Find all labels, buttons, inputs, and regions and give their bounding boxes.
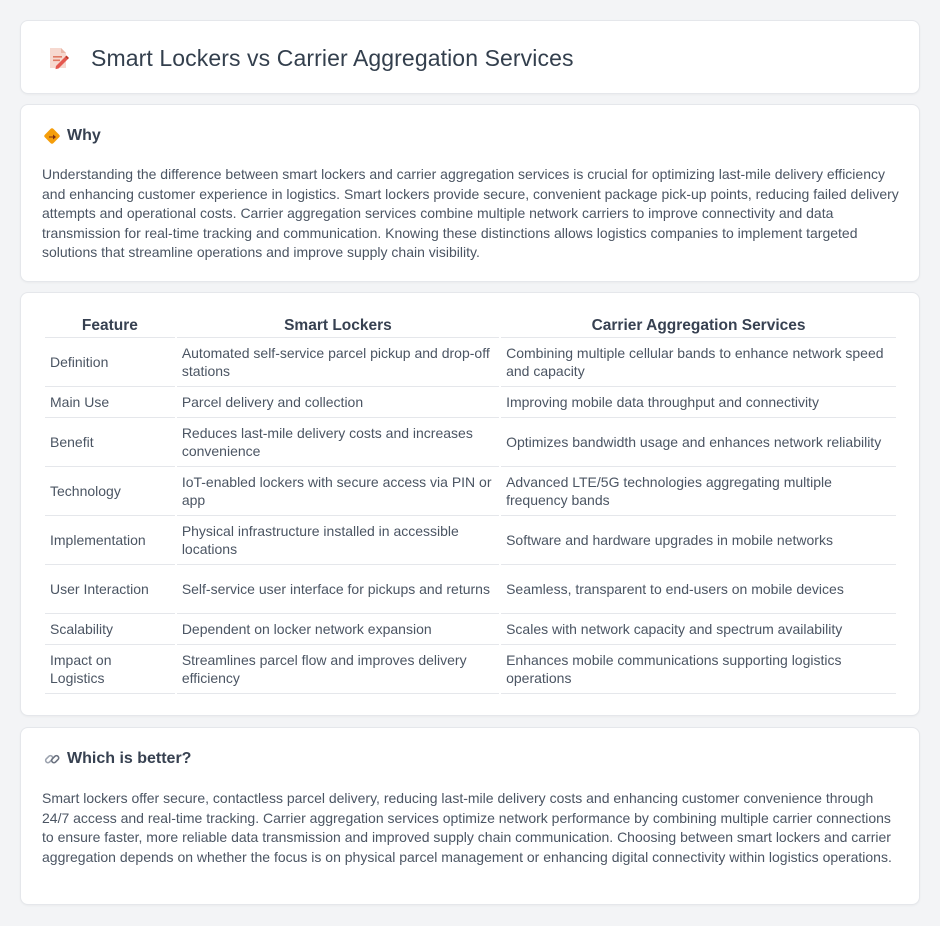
smart-lockers-cell: Self-service user interface for pickups and returns	[177, 565, 499, 614]
why-card	[20, 104, 920, 282]
carrier-aggregation-cell: Enhances mobile communications supporting logistics operations	[501, 645, 896, 694]
better-heading-row	[43, 750, 191, 768]
feature-cell: Technology	[45, 467, 175, 516]
why-text: Understanding the difference between smart lockers and carrier aggregation services is crucial for optimizing last-mile delivery efficiency and enhancing customer experience in logistics. Smart lockers provide secure, convenient package pick-up points, reducing failed delivery attempts and operational costs. Carrier aggregation services combine multiple network carriers to improve connectivity and data transmission for real-time tracking and communication. Knowing these distinctions allows logistics companies to implement targeted solutions that streamline operations and improve supply chain visibility.	[42, 166, 899, 260]
header	[45, 41, 574, 75]
smart-lockers-cell: Automated self-service parcel pickup and drop-off stations	[177, 338, 499, 387]
feature-cell: Impact on Logistics	[45, 645, 175, 694]
smart-lockers-cell: Physical infrastructure installed in accessible locations	[177, 516, 499, 565]
smart-lockers-cell: Reduces last-mile delivery costs and increases convenience	[177, 418, 499, 467]
document-pencil-icon	[45, 45, 71, 71]
column-header-smart-lockers: Smart Lockers	[177, 314, 499, 338]
title-card	[20, 20, 920, 94]
comparison-table	[43, 314, 898, 694]
diamond-arrow-icon	[43, 127, 61, 145]
link-icon	[43, 750, 61, 768]
smart-lockers-cell: Dependent on locker network expansion	[177, 614, 499, 645]
why-heading-row	[43, 127, 101, 145]
page-title: Smart Lockers vs Carrier Aggregation Services	[91, 44, 574, 71]
column-header-carrier-aggregation: Carrier Aggregation Services	[501, 314, 896, 338]
table-row	[45, 387, 896, 418]
carrier-aggregation-cell: Software and hardware upgrades in mobile networks	[501, 516, 896, 565]
feature-cell: Benefit	[45, 418, 175, 467]
why-heading: Why	[67, 127, 101, 144]
carrier-aggregation-cell: Improving mobile data throughput and connectivity	[501, 387, 896, 418]
feature-cell: Scalability	[45, 614, 175, 645]
smart-lockers-cell: Streamlines parcel flow and improves delivery efficiency	[177, 645, 499, 694]
table-row	[45, 516, 896, 565]
column-header-feature: Feature	[45, 314, 175, 338]
feature-cell: Definition	[45, 338, 175, 387]
carrier-aggregation-cell: Advanced LTE/5G technologies aggregating multiple frequency bands	[501, 467, 896, 516]
carrier-aggregation-cell: Combining multiple cellular bands to enhance network speed and capacity	[501, 338, 896, 387]
carrier-aggregation-cell: Optimizes bandwidth usage and enhances network reliability	[501, 418, 896, 467]
table-row	[45, 565, 896, 614]
feature-cell: Main Use	[45, 387, 175, 418]
smart-lockers-cell: IoT-enabled lockers with secure access via PIN or app	[177, 467, 499, 516]
feature-cell: Implementation	[45, 516, 175, 565]
table-row	[45, 418, 896, 467]
better-heading: Which is better?	[67, 750, 192, 767]
comparison-card	[20, 292, 920, 716]
table-row	[45, 467, 896, 516]
carrier-aggregation-cell: Scales with network capacity and spectrum availability	[501, 614, 896, 645]
smart-lockers-cell: Parcel delivery and collection	[177, 387, 499, 418]
feature-cell: User Interaction	[45, 565, 175, 614]
table-row	[45, 614, 896, 645]
which-is-better-card	[20, 727, 920, 905]
table-header-row	[45, 314, 896, 338]
table-row	[45, 645, 896, 694]
table-row	[45, 338, 896, 387]
carrier-aggregation-cell: Seamless, transparent to end-users on mobile devices	[501, 565, 896, 614]
better-text: Smart lockers offer secure, contactless parcel delivery, reducing last-mile delivery costs and enhancing customer convenience through 24/7 access and real-time tracking. Carrier aggregation services optimize network performance by combining multiple carrier connections to ensure faster, more reliable data transmission and improved supply chain communication. Choosing between smart lockers and carrier aggregation depends on whether the focus is on physical parcel management or enhancing digital connectivity within logistics operations.	[42, 790, 892, 865]
